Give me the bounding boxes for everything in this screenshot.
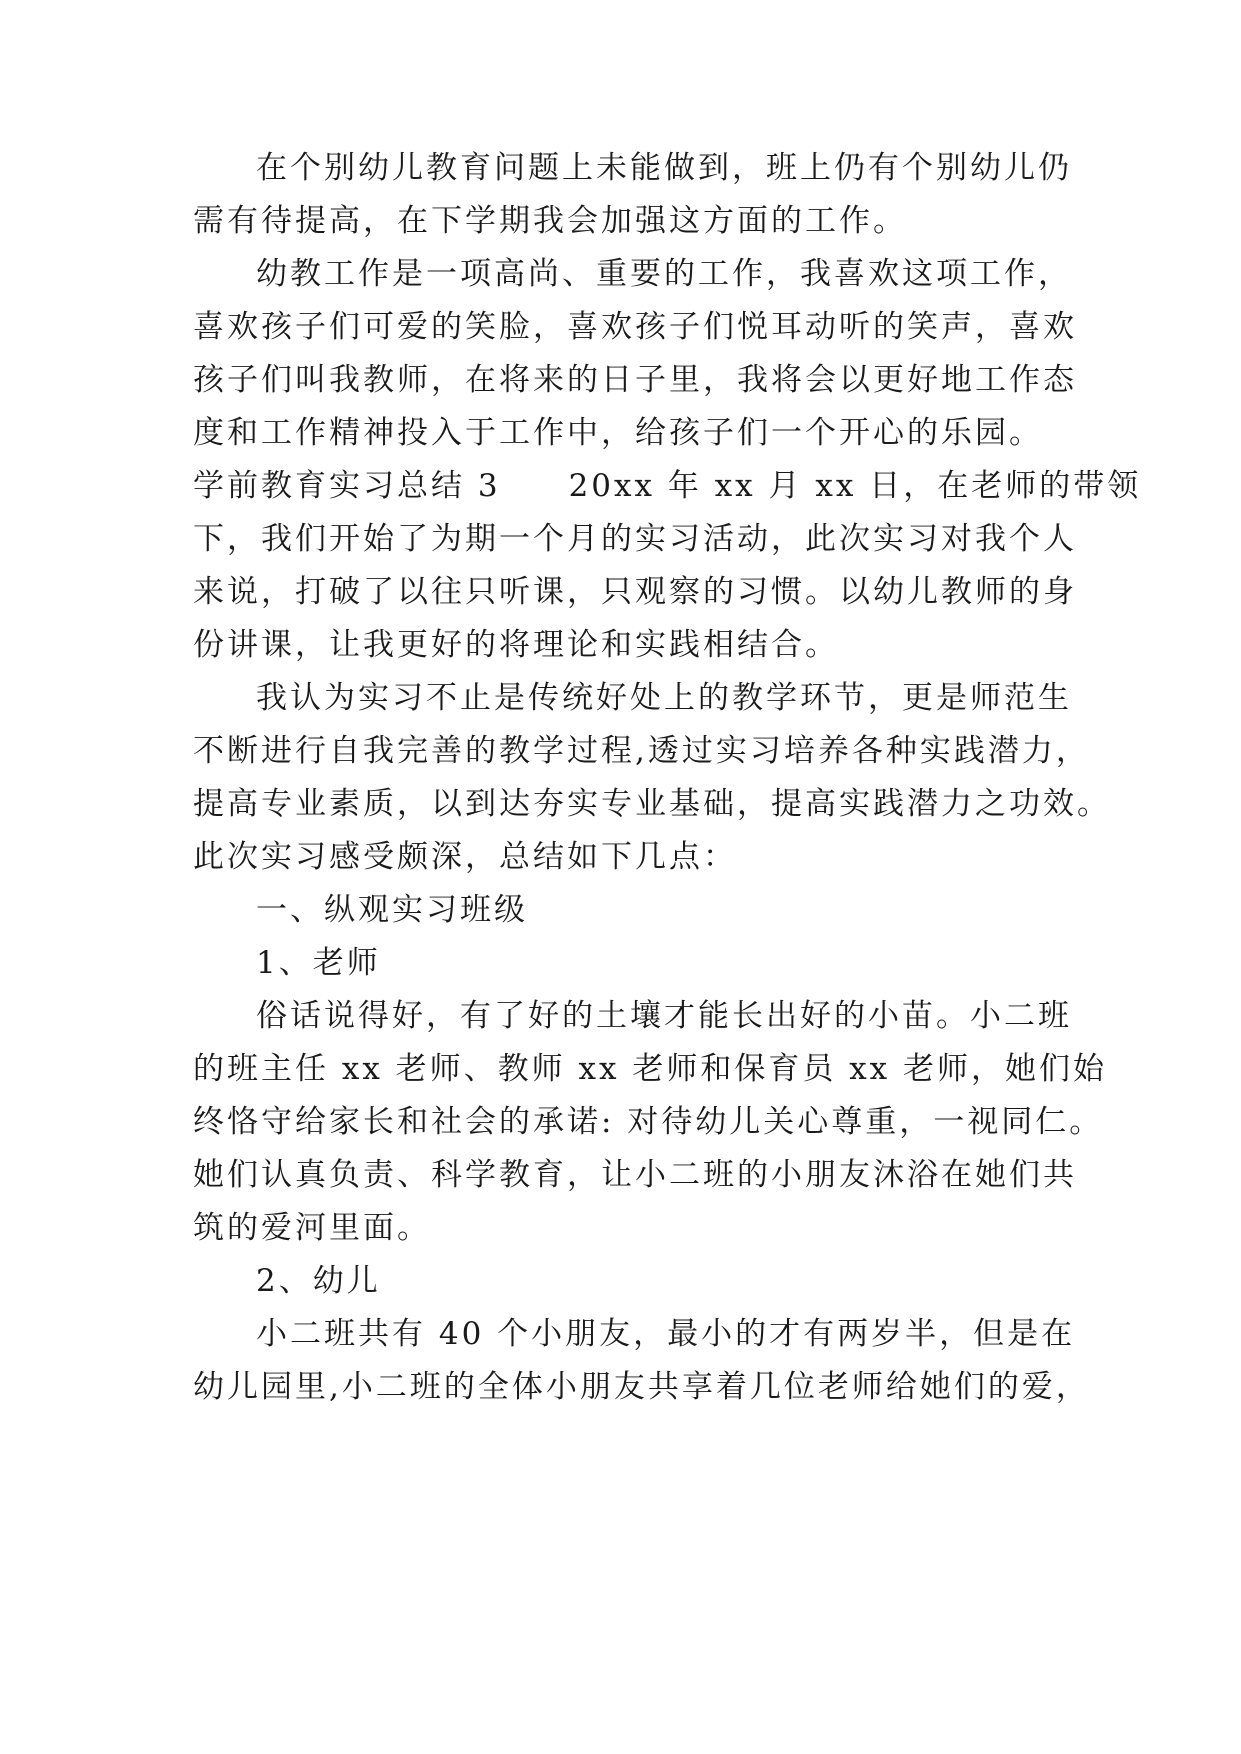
text-line: 终恪守给家长和社会的承诺: 对待幼儿关心尊重，一视同仁。 [193,1104,1104,1140]
text-line: 小二班共有 40 个小朋友，最小的才有两岁半，但是在 [256,1316,1076,1352]
text-line: 她们认真负责、科学教育，让小二班的小朋友沐浴在她们共 [193,1157,1077,1193]
text-line: 来说，打破了以往只听课，只观察的习惯。以幼儿教师的身 [193,574,1077,610]
subsection-heading: 1、老师 [256,945,381,981]
text-line: 下，我们开始了为期一个月的实习活动，此次实习对我个人 [193,521,1077,557]
text-line: 俗话说得好，有了好的土壤才能长出好的小苗。小二班 [256,998,1072,1034]
text-line: 此次实习感受颇深，总结如下几点： [193,839,737,875]
text-line: 幼儿园里,小二班的全体小朋友共享着几位老师给她们的爱， [193,1369,1090,1405]
text-line: 度和工作精神投入于工作中，给孩子们一个开心的乐园。 [193,415,1043,451]
text-line: 份讲课，让我更好的将理论和实践相结合。 [193,627,839,663]
text-line: 筑的爱河里面。 [193,1210,431,1246]
subsection-heading: 2、幼儿 [256,1263,381,1299]
text-line: 在个别幼儿教育问题上未能做到，班上仍有个别幼儿仍 [256,150,1072,186]
text-line: 的班主任 xx 老师、教师 xx 老师和保育员 xx 老师，她们始 [193,1051,1108,1087]
text-line: 需有待提高，在下学期我会加强这方面的工作。 [193,203,907,239]
text-line: 不断进行自我完善的教学过程,透过实习培养各种实践潜力， [193,733,1090,769]
section-heading: 一、纵观实习班级 [256,892,528,928]
text-line: 喜欢孩子们可爱的笑脸，喜欢孩子们悦耳动听的笑声，喜欢 [193,309,1077,345]
text-line: 幼教工作是一项高尚、重要的工作，我喜欢这项工作， [256,256,1072,292]
text-line: 我认为实习不止是传统好处上的教学环节，更是师范生 [256,680,1072,716]
text-line: 提高专业素质，以到达夯实专业基础，提高实践潜力之功效。 [193,786,1111,822]
text-line: 学前教育实习总结 3 20xx 年 xx 月 xx 日，在老师的带领 [193,468,1142,504]
text-line: 孩子们叫我教师，在将来的日子里，我将会以更好地工作态 [193,362,1077,398]
